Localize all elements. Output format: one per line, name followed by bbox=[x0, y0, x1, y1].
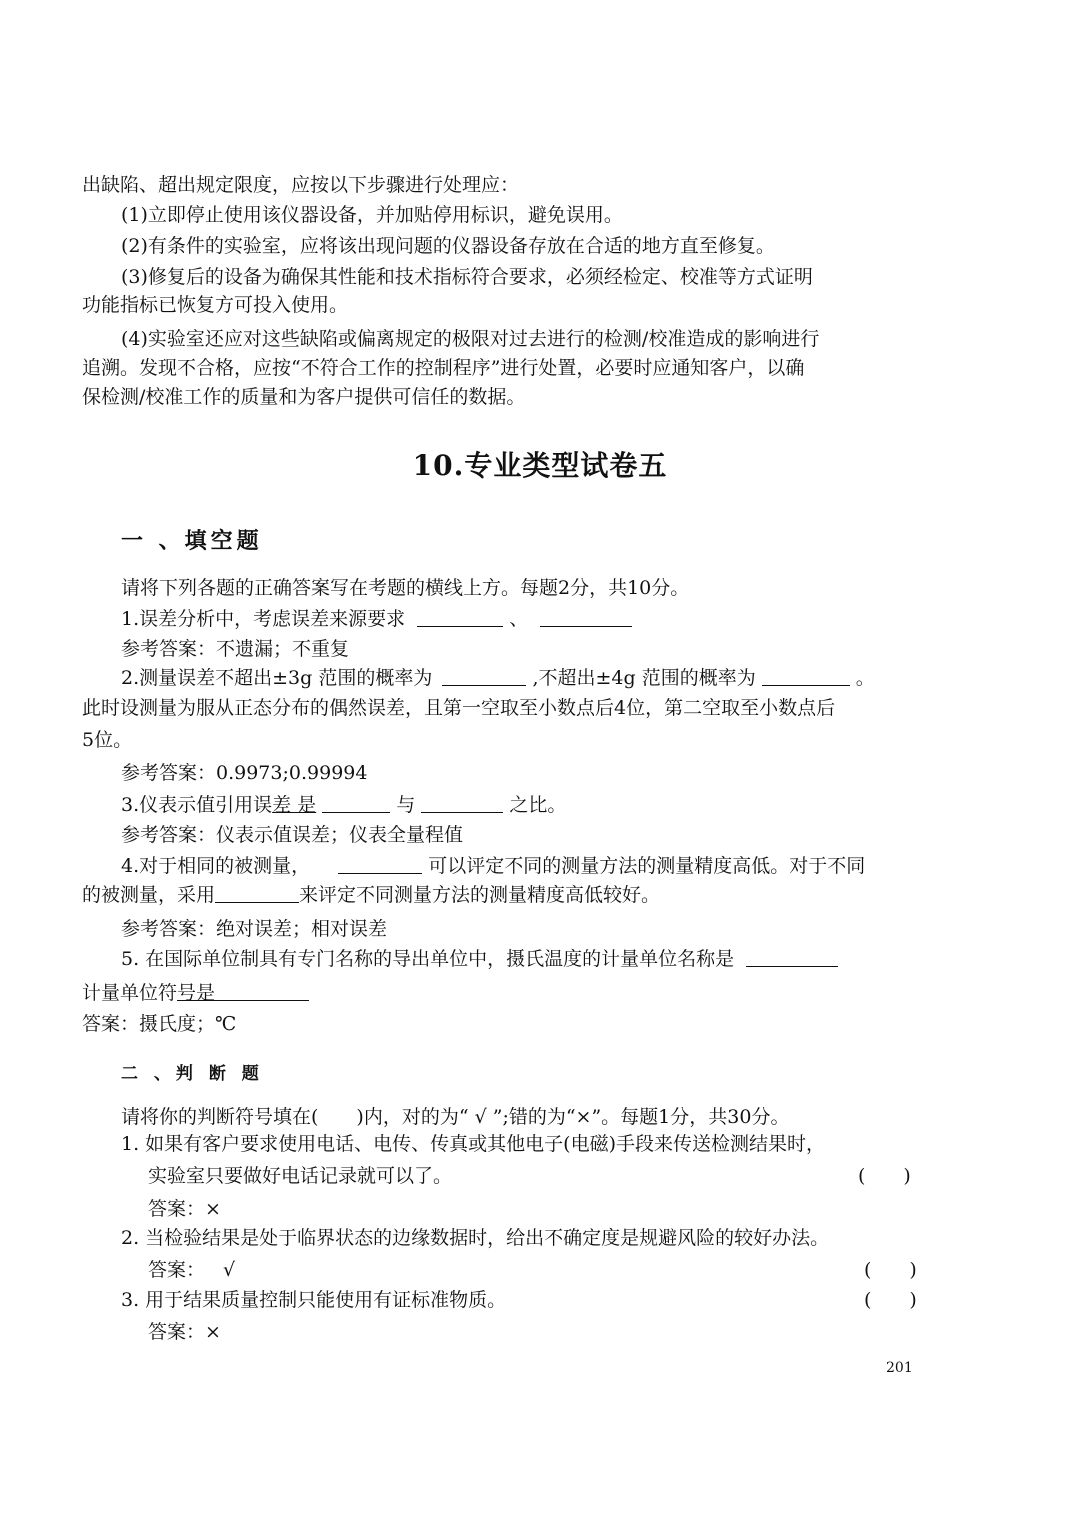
intro-step-4b: 追溯。发现不合格，应按“不符合工作的控制程序”进行处置，必要时应通知客户，以确 bbox=[82, 357, 805, 379]
blank-line bbox=[417, 606, 503, 627]
blank-line bbox=[215, 980, 309, 1001]
question-4-line-2 bbox=[82, 882, 660, 908]
check-mark: √ bbox=[223, 1259, 236, 1281]
answer-parentheses: ( ) bbox=[858, 1165, 911, 1187]
tf-question-3-answer: 答案：× bbox=[148, 1321, 221, 1343]
intro-step-1: (1)立即停止使用该仪器设备，并加贴停用标识，避免误用。 bbox=[121, 204, 623, 226]
question-5-line-2-a: 计量单位符 bbox=[82, 982, 178, 1004]
intro-step-3a: (3)修复后的设备为确保其性能和技术指标符合要求，必须经检定、校准等方式证明 bbox=[121, 266, 813, 288]
tf-question-2-answer-label: 答案： bbox=[148, 1259, 206, 1281]
question-5-answer: 答案：摄氏度；℃ bbox=[82, 1013, 237, 1035]
question-4-line-2-a: 的被测量，采用 bbox=[82, 884, 216, 906]
question-3 bbox=[121, 792, 566, 818]
question-5-line-2-underlined: 号是 bbox=[177, 982, 216, 1004]
page-title: 10.专业类型试卷五 bbox=[412, 449, 668, 482]
question-4-answer: 参考答案：绝对误差；相对误差 bbox=[121, 918, 388, 940]
blank-line bbox=[762, 665, 850, 686]
question-2-line-3: 5位。 bbox=[82, 729, 133, 751]
answer-parentheses: ( ) bbox=[864, 1259, 917, 1281]
blank-line bbox=[746, 946, 838, 967]
question-4 bbox=[121, 853, 865, 879]
question-4-line-2-b: 来评定不同测量方法的测量精度高低较好。 bbox=[299, 884, 661, 906]
question-3-text-b: 与 bbox=[396, 794, 416, 816]
blank-line bbox=[215, 882, 299, 903]
tf-question-2-answer bbox=[148, 1257, 235, 1283]
intro-line: 出缺陷、超出规定限度，应按以下步骤进行处理应： bbox=[82, 174, 520, 196]
question-1-text: 1.误差分析中，考虑误差来源要求 bbox=[121, 608, 406, 630]
blank-line bbox=[421, 792, 503, 813]
page-number: 201 bbox=[886, 1360, 913, 1376]
question-2-text-b: ,不超出±4g 范围的概率为 bbox=[532, 667, 756, 689]
question-3-text-a: 3.仪表示值引用误 bbox=[121, 794, 273, 816]
question-5-line-2 bbox=[82, 980, 309, 1006]
intro-step-3b: 功能指标已恢复方可投入使用。 bbox=[82, 294, 349, 316]
tf-question-1-a: 1. 如果有客户要求使用电话、电传、传真或其他电子(电磁)手段来传送检测结果时， bbox=[121, 1133, 825, 1155]
blank-line bbox=[442, 665, 526, 686]
question-1-answer: 参考答案：不遗漏；不重复 bbox=[121, 638, 350, 660]
section1-instruction: 请将下列各题的正确答案写在考题的横线上方。每题2分，共10分。 bbox=[121, 577, 690, 599]
question-1-separator: 、 bbox=[509, 608, 529, 630]
question-5 bbox=[121, 946, 838, 972]
question-3-text-underlined: 差 是 bbox=[272, 794, 317, 816]
answer-parentheses: ( ) bbox=[864, 1289, 917, 1311]
question-5-text-a: 5. 在国际单位制具有专门名称的导出单位中，摄氏温度的计量单位名称是 bbox=[121, 948, 735, 970]
section2-instruction: 请将你的判断符号填在( )内，对的为“ √ ”;错的为“×”。每题1分，共30分。 bbox=[121, 1106, 790, 1128]
blank-line bbox=[338, 853, 422, 874]
tf-question-1-b: 实验室只要做好电话记录就可以了。 bbox=[148, 1165, 453, 1187]
question-3-answer: 参考答案：仪表示值误差；仪表全量程值 bbox=[121, 824, 464, 846]
tf-question-1-answer: 答案：× bbox=[148, 1198, 221, 1220]
section-heading-fill-blank: 一 、填空题 bbox=[121, 528, 263, 554]
question-3-text-c: 之比。 bbox=[509, 794, 567, 816]
blank-line bbox=[540, 606, 632, 627]
question-1 bbox=[121, 606, 632, 632]
question-2-text-c: 。 bbox=[855, 667, 875, 689]
question-2 bbox=[121, 665, 875, 691]
intro-step-4c: 保检测/校准工作的质量和为客户提供可信任的数据。 bbox=[82, 386, 526, 408]
question-2-text-a: 2.测量误差不超出±3g 范围的概率为 bbox=[121, 667, 433, 689]
tf-question-2: 2. 当检验结果是处于临界状态的边缘数据时，给出不确定度是规避风险的较好办法。 bbox=[121, 1227, 830, 1249]
question-2-line-2: 此时设测量为服从正态分布的偶然误差，且第一空取至小数点后4位，第二空取至小数点后 bbox=[82, 697, 836, 719]
blank-line bbox=[322, 792, 390, 813]
question-4-text-b: 可以评定不同的测量方法的测量精度高低。对于不同 bbox=[428, 855, 866, 877]
tf-question-3: 3. 用于结果质量控制只能使用有证标准物质。 bbox=[121, 1289, 507, 1311]
question-2-answer: 参考答案：0.9973;0.99994 bbox=[121, 762, 368, 784]
intro-step-4a: (4)实验室还应对这些缺陷或偏离规定的极限对过去进行的检测/校准造成的影响进行 bbox=[121, 328, 820, 350]
section-heading-true-false: 二 、判 断 题 bbox=[121, 1064, 264, 1084]
intro-step-2: (2)有条件的实验室，应将该出现问题的仪器设备存放在合适的地方直至修复。 bbox=[121, 235, 775, 257]
question-4-text-a: 4.对于相同的被测量， bbox=[121, 855, 311, 877]
